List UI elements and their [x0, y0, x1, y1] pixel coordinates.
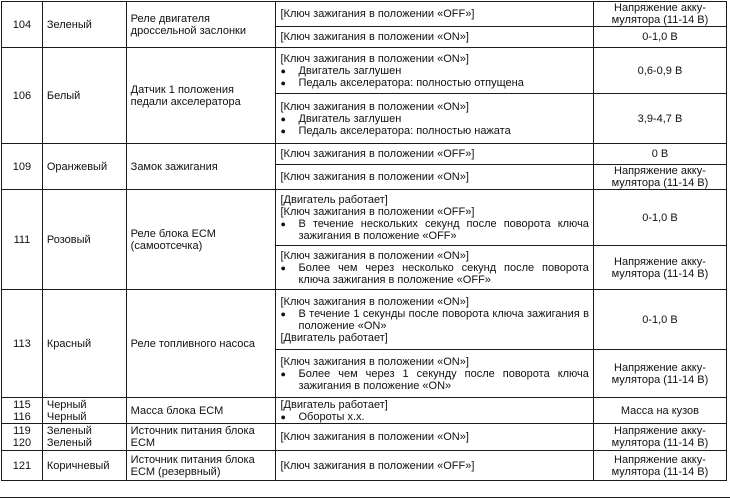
wire-color-line: Зеленый [46, 425, 92, 437]
table-row [2, 2, 727, 27]
test-condition [276, 144, 593, 165]
value-line: мулятора (11-14 В) [611, 465, 709, 478]
terminal-number-line: 104 [12, 18, 32, 31]
connection-description [126, 424, 276, 451]
condition-line: [Ключ зажигания в положении «OFF»] [280, 148, 475, 160]
terminal-number [2, 144, 43, 190]
bottom-rule [0, 497, 730, 498]
condition-line: [Ключ зажигания в положении «ON»] [280, 249, 469, 262]
description-line: Масса блока ЕСМ [130, 404, 224, 417]
table-body [2, 2, 727, 481]
terminal-number [2, 190, 43, 290]
value-line: Напряжение акку- [614, 165, 706, 177]
description-line: Реле топливного насоса [130, 337, 255, 350]
value-line: мулятора (11-14 В) [611, 373, 709, 386]
condition-line: [Ключ зажигания в положении «ON»] [280, 31, 469, 43]
table-row [2, 451, 727, 481]
condition-line: [Ключ зажигания в положении «ON»] [280, 52, 469, 65]
terminal-number [2, 290, 43, 398]
wire-color-line: Розовый [46, 233, 91, 246]
standard-value [593, 424, 726, 451]
value-line: Масса на кузов [620, 404, 700, 417]
description-line: ЕСМ [130, 437, 155, 449]
value-line: Напряжение акку- [614, 425, 706, 437]
condition-line: [Ключ зажигания в положении «OFF»] [280, 8, 475, 20]
wire-color-line: Красный [46, 337, 92, 350]
wire-color-line: Коричневый [46, 459, 110, 472]
connection-description [126, 451, 276, 481]
wire-color [42, 190, 126, 290]
condition-bullet: ● Педаль акселератора: полностью отпущена [280, 77, 588, 89]
table-row [2, 398, 727, 424]
wire-color [42, 424, 126, 451]
value-line: мулятора (11-14 В) [611, 267, 709, 280]
value-line: мулятора (11-14 В) [611, 437, 709, 449]
wire-color-line: Черный [46, 410, 87, 423]
condition-line: [Ключ зажигания в положении «ON»] [280, 295, 469, 308]
value-line: 3,9-4,7 В [637, 112, 683, 125]
terminal-number [2, 48, 43, 144]
terminal-number-line: 121 [12, 459, 32, 472]
table-row [2, 290, 727, 350]
standard-value [593, 165, 726, 190]
wire-color [42, 2, 126, 48]
terminal-number-line: 106 [12, 89, 32, 102]
condition-line: [Двигатель работает] [280, 331, 388, 344]
wire-color-line: Черный [46, 398, 87, 411]
description-line: Источник питания блока [130, 453, 255, 466]
connection-description [126, 2, 276, 48]
value-line: 0 В [651, 148, 669, 160]
test-condition [276, 190, 593, 246]
terminal-number [2, 398, 43, 424]
description-line: дроссельной заслонки [130, 24, 246, 37]
test-condition [276, 2, 593, 27]
condition-line: [Ключ зажигания в положении «ON»] [280, 431, 469, 443]
standard-value [593, 48, 726, 94]
test-condition [276, 424, 593, 451]
condition-bullet: ● Двигатель заглушен [280, 65, 588, 77]
value-line: 0-1,0 В [642, 211, 678, 224]
condition-line: [Ключ зажигания в положении «ON»] [280, 355, 469, 368]
test-condition [276, 290, 593, 350]
table-row [2, 190, 727, 246]
wire-color [42, 398, 126, 424]
condition-line: [Ключ зажигания в положении «OFF»] [280, 459, 475, 472]
standard-value [593, 350, 726, 398]
table-row [2, 144, 727, 165]
value-line: 0-1,0 В [642, 31, 678, 43]
value-line: 0,6-0,9 В [637, 64, 683, 77]
condition-bullet: ● Педаль акселератора: полностью нажата [280, 125, 588, 137]
condition-bullet: ● Более чем через 1 секунду после поворота ключа зажигания в положение «ON» [280, 368, 588, 392]
standard-value [593, 144, 726, 165]
description-line: педали акселератора [130, 95, 241, 108]
connection-description [126, 144, 276, 190]
condition-bullet: ● В течение нескольких секунд после поворота ключа зажигания в положение «OFF» [280, 218, 588, 242]
condition-line: [Ключ зажигания в положении «OFF»] [280, 205, 475, 218]
standard-value [593, 94, 726, 144]
test-condition [276, 246, 593, 290]
condition-bullet: ● Двигатель заглушен [280, 113, 588, 125]
wire-color-line: Оранжевый [46, 160, 108, 173]
value-line: 0-1,0 В [642, 313, 678, 326]
test-condition [276, 165, 593, 190]
description-line: ЕСМ (резервный) [130, 465, 221, 478]
wire-color [42, 48, 126, 144]
value-line: Напряжение акку- [614, 2, 706, 14]
condition-bullet: ● Более чем через несколько секунд после поворота ключа зажигания в положение «OFF» [280, 262, 588, 286]
description-line: (самоотсечка) [130, 239, 203, 252]
wire-color [42, 144, 126, 190]
value-line: Напряжение акку- [614, 255, 706, 268]
wire-color [42, 451, 126, 481]
standard-value [593, 246, 726, 290]
condition-bullet: ● Обороты х.х. [280, 411, 588, 423]
test-condition [276, 27, 593, 48]
description-line: Реле двигателя [130, 12, 210, 25]
standard-value [593, 190, 726, 246]
connection-description [126, 48, 276, 144]
value-line: мулятора (11-14 В) [611, 14, 709, 26]
description-line: Замок зажигания [130, 160, 218, 173]
wire-color-line: Зеленый [46, 18, 92, 31]
wire-color-line: Белый [46, 89, 81, 102]
terminal-number-line: 116 [13, 410, 31, 423]
description-line: Реле блока ЕСМ [130, 227, 216, 240]
condition-line: [Двигатель работает] [280, 398, 388, 411]
terminal-number [2, 451, 43, 481]
connection-description [126, 190, 276, 290]
wire-color-line: Зеленый [46, 437, 92, 449]
terminal-number-line: 115 [13, 398, 31, 411]
table-row [2, 424, 727, 451]
connection-description [126, 290, 276, 398]
condition-line: [Ключ зажигания в положении «ON»] [280, 171, 469, 183]
terminal-number [2, 424, 43, 451]
terminal-number-line: 119 [13, 425, 31, 437]
standard-value [593, 290, 726, 350]
terminal-spec-table [1, 1, 727, 481]
standard-value [593, 27, 726, 48]
condition-line: [Ключ зажигания в положении «ON»] [280, 100, 469, 113]
standard-value [593, 451, 726, 481]
value-line: мулятора (11-14 В) [611, 177, 709, 189]
test-condition [276, 48, 593, 94]
description-line: Датчик 1 положения [130, 83, 234, 96]
standard-value [593, 398, 726, 424]
test-condition [276, 94, 593, 144]
value-line: Напряжение акку- [614, 361, 706, 374]
terminal-number-line: 109 [12, 160, 32, 173]
terminal-number [2, 2, 43, 48]
description-line: Источник питания блока [130, 425, 255, 437]
wire-color [42, 290, 126, 398]
terminal-number-line: 111 [13, 233, 31, 246]
test-condition [276, 350, 593, 398]
terminal-number-line: 113 [13, 337, 31, 350]
connection-description [126, 398, 276, 424]
condition-line: [Двигатель работает] [280, 193, 388, 206]
terminal-number-line: 120 [12, 437, 32, 449]
test-condition [276, 451, 593, 481]
value-line: Напряжение акку- [614, 453, 706, 466]
test-condition [276, 398, 593, 424]
table-row [2, 48, 727, 94]
standard-value [593, 2, 726, 27]
condition-bullet: ● В течение 1 секунды после поворота ключа зажигания в положение «ON» [280, 308, 588, 332]
